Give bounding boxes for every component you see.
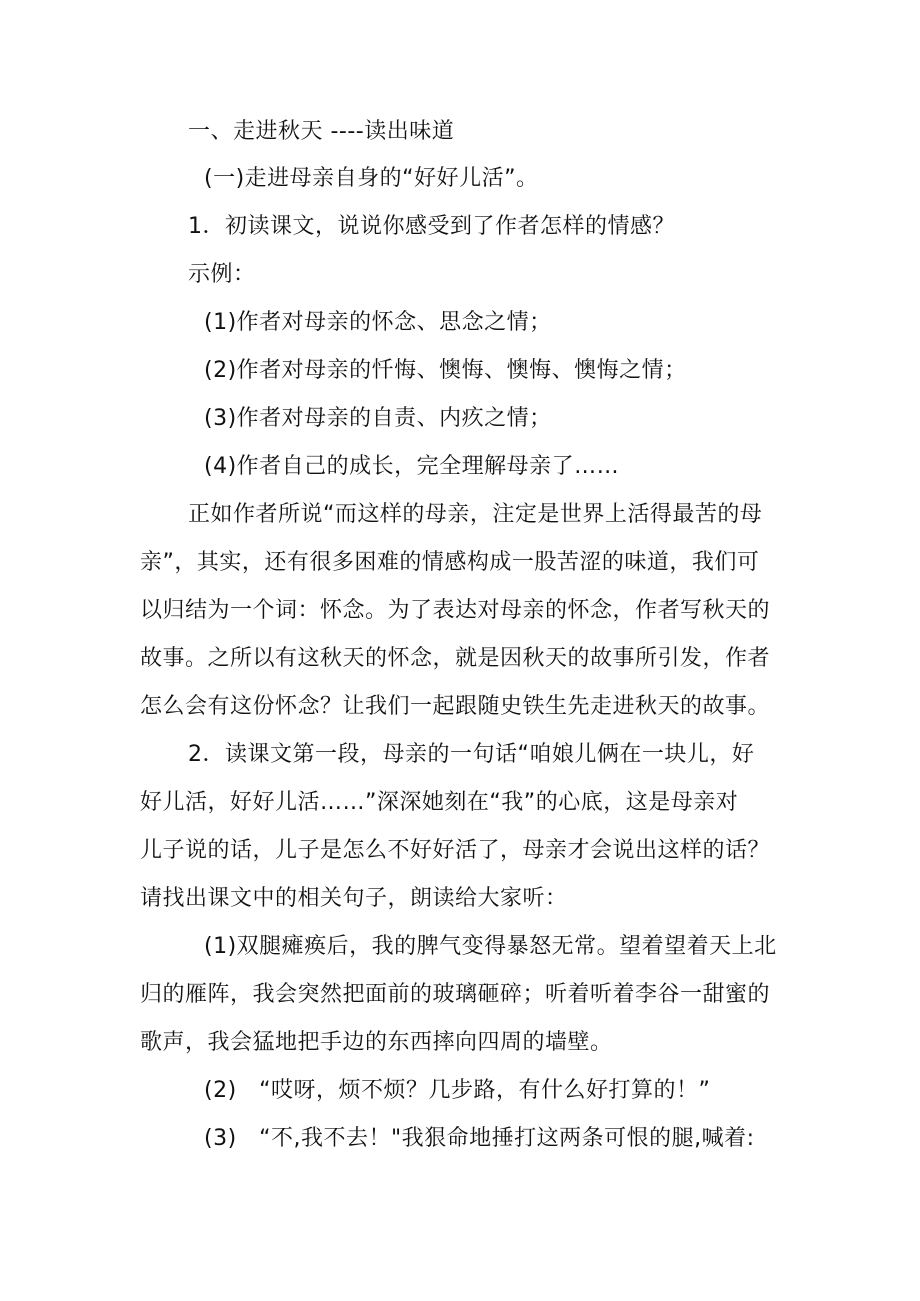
paragraph-line: 故事。之所以有这秋天的怀念，就是因秋天的故事所引发，作者 xyxy=(140,646,771,671)
example-item-2: (2)作者对母亲的忏悔、懊悔、懊悔、懊悔之情； xyxy=(204,358,687,383)
paragraph-line: 亲”，其实，还有很多困难的情感构成一股苦涩的味道，我们可 xyxy=(140,550,760,575)
quote-item-2: (2) “哎呀，烦不烦？几步路，有什么好打算的！” xyxy=(204,1078,711,1103)
example-item-1: (1)作者对母亲的怀念、思念之情； xyxy=(204,310,552,335)
section-heading: 一、走进秋天 ----读出味道 xyxy=(188,119,455,144)
paragraph-line: 好儿活，好好儿活……”深深她刻在“我”的心底，这是母亲对 xyxy=(140,790,739,815)
question-1: 1．初读课文，说说你感受到了作者怎样的情感？ xyxy=(188,214,675,239)
paragraph-line: 正如作者所说“而这样的母亲，注定是世界上活得最苦的母 xyxy=(188,502,763,527)
example-item-3: (3)作者对母亲的自责、内疚之情； xyxy=(204,406,552,431)
quote-item-1: (1)双腿瘫痪后，我的脾气变得暴怒无常。望着望着天上北 xyxy=(204,934,777,959)
example-item-4: (4)作者自己的成长，完全理解母亲了…… xyxy=(204,454,620,479)
subsection-heading: (一)走进母亲自身的“好好儿活”。 xyxy=(204,166,539,191)
quote-item-3: (3) “不,我不去！"我狠命地捶打这两条可恨的腿,喊着: xyxy=(204,1126,755,1151)
paragraph-line: 归的雁阵，我会突然把面前的玻璃砸碎；听着听着李谷一甜蜜的 xyxy=(140,982,771,1007)
example-label: 示例： xyxy=(188,262,256,287)
paragraph-line: 儿子说的话，儿子是怎么不好好活了，母亲才会说出这样的话？ xyxy=(140,838,771,863)
paragraph-line: 怎么会有这份怀念？让我们一起跟随史铁生先走进秋天的故事。 xyxy=(140,694,771,719)
question-2: 2．读课文第一段，母亲的一句话“咱娘儿俩在一块儿，好 xyxy=(188,742,755,767)
paragraph-line: 请找出课文中的相关句子，朗读给大家听： xyxy=(140,886,568,911)
paragraph-line: 以归结为一个词：怀念。为了表达对母亲的怀念，作者写秋天的 xyxy=(140,598,771,623)
paragraph-line: 歌声，我会猛地把手边的东西摔向四周的墙壁。 xyxy=(140,1030,613,1055)
